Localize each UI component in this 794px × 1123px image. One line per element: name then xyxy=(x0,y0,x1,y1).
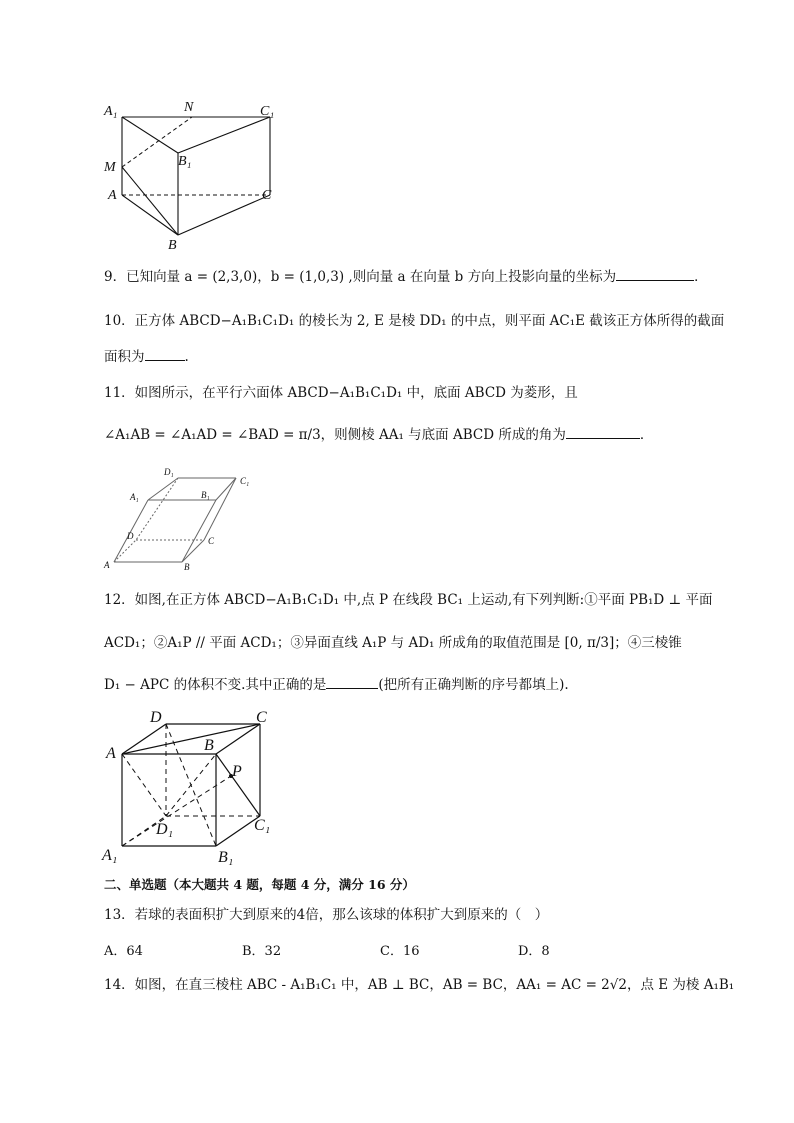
q10-line2-text: 面积为 xyxy=(104,349,145,365)
question-14: 14．如图，在直三棱柱 ABC - A₁B₁C₁ 中，AB ⊥ BC，AB = BC，AA₁ = AC = 2√2，点 E 为棱 A₁B₁ xyxy=(104,977,735,993)
question-10-line1: 10．正方体 ABCD−A₁B₁C₁D₁ 的棱长为 2, E 是棱 DD₁ 的中点，则平面 AC₁E 截该正方体所得的截面 xyxy=(104,313,725,329)
q13-option-a: A．64 xyxy=(104,944,143,959)
q12-line3-tail: (把所有正确判断的序号都填上). xyxy=(378,677,569,693)
label-C: C xyxy=(256,709,267,726)
label-B: B xyxy=(168,238,177,253)
label-D: D xyxy=(127,531,134,541)
q10-end: . xyxy=(184,349,189,365)
q9-end: ． xyxy=(694,269,708,285)
label-C: C xyxy=(208,536,215,546)
label-C1: C₁ xyxy=(240,476,250,486)
label-C: C xyxy=(262,188,272,203)
question-12-line3 xyxy=(104,676,569,694)
label-A1: A₁ xyxy=(102,847,118,864)
label-A1: A₁ xyxy=(130,492,139,502)
figure-cube xyxy=(100,706,290,868)
label-B1: B₁ xyxy=(178,154,192,169)
label-A: A xyxy=(106,745,116,762)
q11-end: ． xyxy=(639,427,654,443)
label-P: P xyxy=(232,763,242,780)
question-12-line1: 12．如图,在正方体 ABCD−A₁B₁C₁D₁ 中,点 P 在线段 BC₁ 上运动,有下列判断:①平面 PB₁D ⊥ 平面 xyxy=(104,592,713,608)
q10-blank xyxy=(145,348,185,361)
q13-option-d: D．8 xyxy=(518,944,550,959)
question-10-line2 xyxy=(104,348,189,366)
figure-prism xyxy=(100,95,290,255)
question-13: 13．若球的表面积扩大到原来的4倍，那么该球的体积扩大到原来的（ ） xyxy=(104,907,549,923)
label-C1: C₁ xyxy=(254,817,271,834)
q12-line3-text: D₁ − APC 的体积不变.其中正确的是 xyxy=(104,677,327,693)
question-11-line1: 11．如图所示，在平行六面体 ABCD−A₁B₁C₁D₁ 中，底面 ABCD 为菱形，且 xyxy=(104,385,578,401)
question-11-line2 xyxy=(104,426,653,444)
q13-option-c: C．16 xyxy=(380,944,420,959)
label-D1: D₁ xyxy=(164,467,174,477)
label-M: M xyxy=(104,160,116,175)
label-D: D xyxy=(150,709,162,726)
label-C1: C₁ xyxy=(260,104,275,119)
label-B: B xyxy=(184,562,190,572)
q11-blank xyxy=(566,426,640,439)
q9-blank xyxy=(616,268,694,281)
question-9 xyxy=(104,268,708,286)
label-A: A xyxy=(108,188,117,203)
q9-text: 9．已知向量 a = (2,3,0)，b = (1,0,3) ,则向量 a 在向量 b 方向上投影向量的坐标为 xyxy=(104,269,617,285)
label-A: A xyxy=(104,560,110,570)
label-B1: B₁ xyxy=(201,490,210,500)
question-12-line2: ACD₁；②A₁P // 平面 ACD₁；③异面直线 A₁P 与 AD₁ 所成角的取值范围是 [0, π/3]；④三棱锥 xyxy=(104,635,682,651)
q13-option-b: B．32 xyxy=(242,944,282,959)
figure-parallelepiped xyxy=(100,462,260,574)
label-B1: B₁ xyxy=(218,849,234,866)
section-heading: 二、单选题（本大题共 4 题，每题 4 分，满分 16 分） xyxy=(104,877,415,892)
label-B: B xyxy=(204,737,214,754)
label-N: N xyxy=(184,100,194,115)
svg-text:A₁ xyxy=(103,104,117,119)
q12-blank xyxy=(326,676,378,689)
label-A1: A₁ xyxy=(104,104,118,119)
q11-line2-text: ∠A₁AB = ∠A₁AD = ∠BAD = π/3，则侧棱 AA₁ 与底面 ABCD 所成的角为 xyxy=(104,427,566,443)
label-D1: D₁ xyxy=(156,821,174,838)
